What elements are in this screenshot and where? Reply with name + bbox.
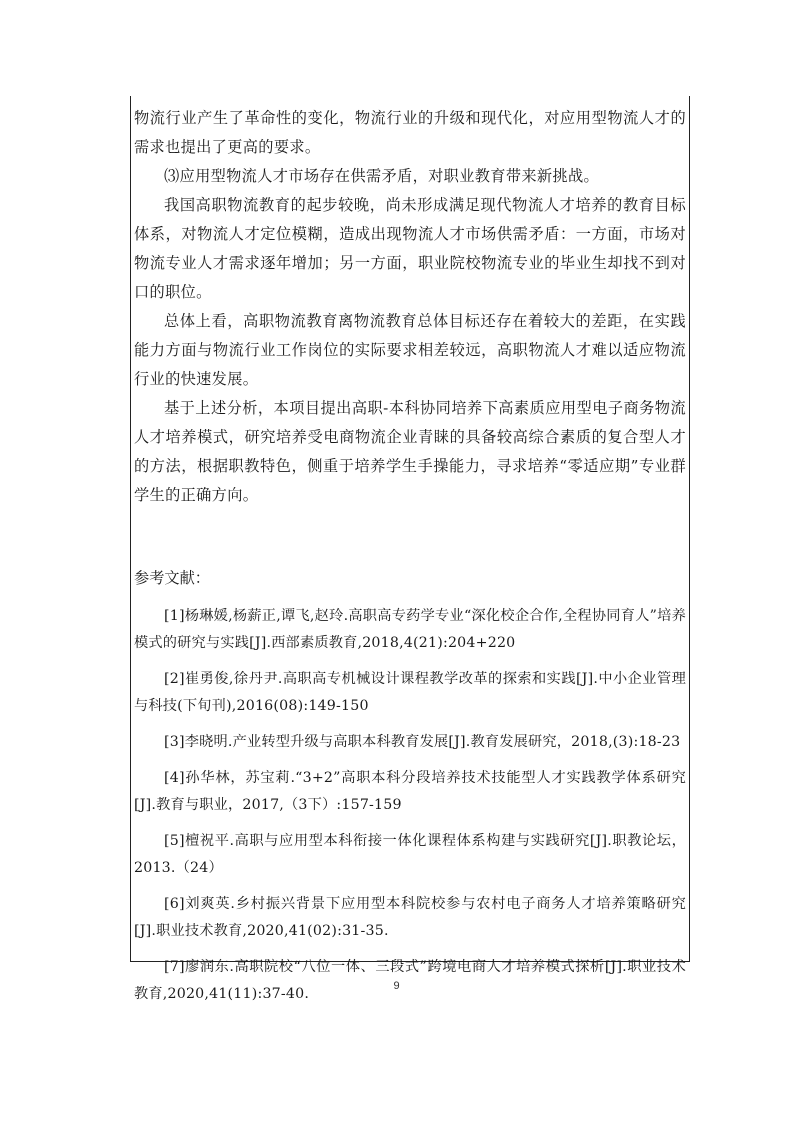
reference-item: [2]崔勇俊,徐丹尹.高职高专机械设计课程教学改革的探索和实践[J].中小企业管理与科技(下旬刊),2016(08):149-150 — [134, 671, 686, 714]
paragraph-3: 我国高职物流教育的起步较晚，尚未形成满足现代物流人才培养的教育目标体系，对物流人才定位模糊，造成出现物流人才市场供需矛盾：一方面，市场对物流专业人才需求逐年增加；另一方面，职业院校物流专业的毕业生却找不到对口的职位。 — [134, 196, 686, 301]
reference-item: [5]檀祝平.高职与应用型本科衔接一体化课程体系构建与实践研究[J].职教论坛，2013.（24） — [134, 833, 686, 876]
reference-item: [1]杨琳媛,杨薪正,谭飞,赵玲.高职高专药学专业“深化校企合作,全程协同育人”培养模式的研究与实践[J].西部素质教育,2018,4(21):204+220 — [134, 608, 686, 651]
page-number: 9 — [393, 980, 400, 992]
section-gap — [134, 510, 686, 538]
references-title: 参考文献： — [134, 569, 210, 587]
paragraph-4: 总体上看，高职物流教育离物流教育总体目标还存在着较大的差距，在实践能力方面与物流行业工作岗位的实际要求相差较远，高职物流人才难以适应物流行业的快速发展。 — [134, 312, 686, 388]
paragraph-2: ⑶应用型物流人才市场存在供需矛盾，对职业教育带来新挑战。 — [164, 167, 600, 185]
paragraph-1: 物流行业产生了革命性的变化，物流行业的升级和现代化，对应用型物流人才的需求也提出了更高的要求。 — [134, 109, 686, 156]
reference-item: [6]刘爽英.乡村振兴背景下应用型本科院校参与农村电子商务人才培养策略研究[J].职业技术教育,2020,41(02):31-35. — [134, 896, 686, 939]
document-body — [134, 104, 686, 1008]
references-list — [134, 603, 686, 1008]
reference-item: [7]廖润东.高职院校“八位一体、三段式”跨境电商人才培养模式探析[J].职业技术教育,2020,41(11):37-40. — [134, 959, 686, 1002]
paragraph-5: 基于上述分析，本项目提出高职-本科协同培养下高素质应用型电子商务物流人才培养模式，研究培养受电商物流企业青睐的具备较高综合素质的复合型人才的方法，根据职教特色，侧重于培养学生手操能力，寻求培养“零适应期”专业群学生的正确方向。 — [134, 399, 686, 504]
reference-item: [4]孙华林，苏宝莉.“3+2”高职本科分段培养技术技能型人才实践教学体系研究[J].教育与职业，2017,（3下）:157-159 — [134, 770, 686, 813]
reference-item: [3]李晓明.产业转型升级与高职本科教育发展[J].教育发展研究，2018,(3):18-23 — [164, 734, 681, 750]
